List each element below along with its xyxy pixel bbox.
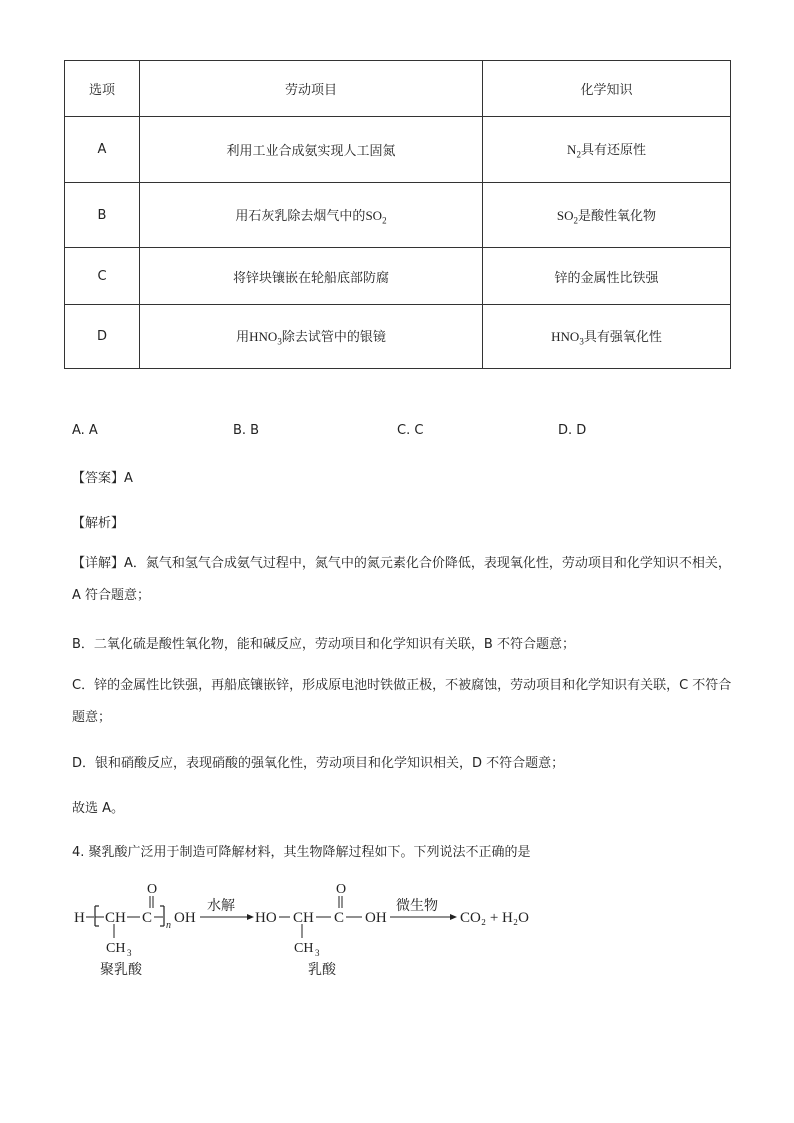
formula-subscript: 3 bbox=[277, 336, 282, 347]
monomer-ho: HO bbox=[255, 910, 277, 926]
svg-text:3: 3 bbox=[127, 948, 132, 958]
table-row bbox=[65, 117, 731, 183]
detail-conclusion: 故选 A。 bbox=[72, 801, 125, 816]
analysis-label: 【解析】 bbox=[72, 516, 125, 531]
row-labor bbox=[140, 183, 483, 248]
row-chem bbox=[483, 183, 731, 248]
row-option: A bbox=[65, 117, 140, 183]
row-labor: 利用工业合成氨实现人工固氮 bbox=[140, 117, 483, 183]
answer-choices bbox=[72, 423, 732, 441]
detail-c: C．锌的金属性比铁强，再船底镶嵌锌，形成原电池时铁做正极，不被腐蚀，劳动项目和化学知识有关联，C 不符合题意； bbox=[72, 678, 732, 725]
row-labor bbox=[140, 305, 483, 369]
products: CO₂ + H₂O bbox=[460, 910, 529, 926]
monomer-o: O bbox=[336, 882, 347, 897]
answer-label: 【答案】 bbox=[72, 471, 125, 486]
arrow2-label: 微生物 bbox=[396, 898, 438, 914]
detail-b: B．二氧化硫是酸性氧化物，能和碱反应，劳动项目和化学知识有关联，B 不符合题意； bbox=[72, 637, 575, 652]
formula-subscript: 2 bbox=[382, 215, 387, 226]
svg-text:3: 3 bbox=[315, 948, 320, 958]
formula: HNO bbox=[249, 329, 278, 345]
row-chem bbox=[483, 305, 731, 369]
table-row bbox=[65, 183, 731, 248]
monomer-oh: OH bbox=[365, 910, 387, 926]
row-option: D bbox=[65, 305, 140, 369]
polymer-o: O bbox=[147, 882, 158, 897]
polymer-c: C bbox=[142, 910, 153, 926]
formula-subscript: 3 bbox=[579, 336, 584, 347]
polymer-n: n bbox=[166, 920, 171, 931]
detail-d: D．银和硝酸反应，表现硝酸的强氧化性，劳动项目和化学知识相关，D 不符合题意； bbox=[72, 756, 565, 771]
question-4: 4. 聚乳酸广泛用于制造可降解材料，其生物降解过程如下。下列说法不正确的是 bbox=[72, 845, 531, 860]
monomer-c: C bbox=[334, 910, 345, 926]
polymer-name: 聚乳酸 bbox=[100, 962, 142, 978]
answer-line bbox=[72, 467, 133, 486]
table-header-row bbox=[65, 61, 731, 117]
row-option: B bbox=[65, 183, 140, 248]
reaction-scheme bbox=[72, 876, 552, 986]
row-option: C bbox=[65, 248, 140, 305]
detail-a: 【详解】A．氮气和氢气合成氨气过程中，氮气中的氮元素化合价降低，表现氧化性，劳动项目和化学知识不相关，A 符合题意； bbox=[72, 556, 731, 603]
labor-text: 用 bbox=[236, 330, 250, 346]
table-row bbox=[65, 305, 731, 369]
reaction-scheme-svg bbox=[72, 876, 552, 986]
row-labor: 将锌块镶嵌在轮船底部防腐 bbox=[140, 248, 483, 305]
header-labor: 劳动项目 bbox=[140, 61, 483, 117]
answer-value: A bbox=[124, 471, 133, 486]
knowledge-table bbox=[64, 60, 731, 369]
labor-text: 除去试管中的银镜 bbox=[281, 330, 386, 346]
row-chem: 锌的金属性比铁强 bbox=[483, 248, 731, 305]
monomer-name: 乳酸 bbox=[308, 962, 336, 978]
header-option: 选项 bbox=[65, 61, 140, 117]
formula: HNO bbox=[551, 329, 580, 345]
formula-subscript: 2 bbox=[573, 215, 579, 226]
monomer-ch3: CH bbox=[294, 941, 314, 956]
polymer-ch: CH bbox=[105, 910, 126, 926]
labor-text: 用石灰乳除去烟气中的 bbox=[235, 208, 366, 224]
chem-text: 具有强氧化性 bbox=[583, 330, 662, 346]
polymer-oh: OH bbox=[174, 910, 196, 926]
choice-c[interactable]: C. C bbox=[397, 423, 424, 438]
header-chem: 化学知识 bbox=[483, 61, 731, 117]
polymer-ch3: CH bbox=[106, 941, 126, 956]
formula: N bbox=[567, 142, 577, 158]
arrow1-label: 水解 bbox=[207, 898, 235, 914]
table-row bbox=[65, 248, 731, 305]
choice-d[interactable]: D. D bbox=[558, 423, 587, 438]
choice-a[interactable]: A. A bbox=[72, 423, 98, 438]
row-chem bbox=[483, 117, 731, 183]
chem-text: 是酸性氧化物 bbox=[578, 208, 657, 224]
formula: SO bbox=[556, 207, 574, 223]
monomer-ch: CH bbox=[293, 910, 314, 926]
polymer-h: H bbox=[74, 910, 85, 926]
formula: SO bbox=[365, 207, 383, 223]
chem-text: 具有还原性 bbox=[580, 143, 646, 159]
formula-subscript: 2 bbox=[576, 149, 581, 160]
choice-b[interactable]: B. B bbox=[233, 423, 260, 438]
